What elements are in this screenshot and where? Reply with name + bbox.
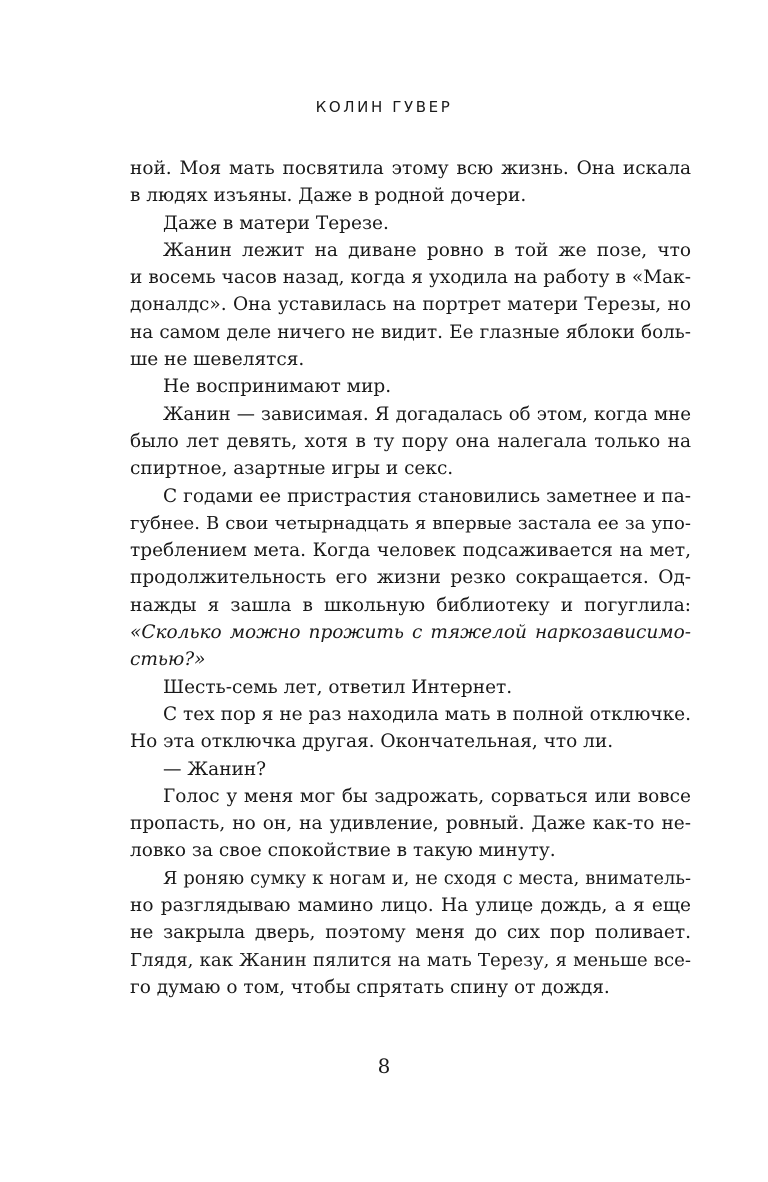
text-line: Глядя, как Жанин пялится на мать Терезу, я меньше все-	[130, 949, 691, 971]
text-line: но разглядываю мамино лицо. На улице дождь, а я еще	[130, 895, 691, 917]
text-line: доналдс». Она уставилась на портрет матери Терезы, но	[130, 294, 691, 316]
text-line: Голос у меня мог бы задрожать, сорваться или вовсе	[163, 785, 691, 807]
text-line: С годами ее пристрастия становились заметнее и па-	[163, 485, 691, 507]
text-line: го думаю о том, чтобы спрятать спину от дождя.	[130, 976, 610, 998]
text-line: было лет девять, хотя в ту пору она налегала только на	[130, 430, 691, 452]
body-text	[130, 155, 691, 1001]
text-line-italic: «Сколько можно прожить с тяжелой наркозависимо-	[130, 622, 691, 644]
text-line: ше не шевелятся.	[130, 349, 305, 371]
text-line: пропасть, но он, на удивление, ровный. Даже как-то не-	[130, 813, 691, 835]
text-line: в людях изъяны. Даже в родной дочери.	[130, 185, 527, 207]
text-line: Жанин — зависимая. Я догадалась об этом, когда мне	[163, 403, 691, 425]
page-number: 8	[377, 1054, 391, 1078]
text-line: треблением мета. Когда человек подсаживается на мет,	[130, 540, 691, 562]
text-line: Даже в матери Терезе.	[163, 212, 389, 234]
text-line: ловко за свое спокойствие в такую минуту.	[130, 840, 556, 862]
text-line: губнее. В свои четырнадцать я впервые застала ее за упо-	[130, 512, 691, 534]
text-line: Шесть-семь лет, ответил Интернет.	[163, 676, 513, 698]
text-line-italic: стью?»	[130, 649, 206, 671]
text-line: С тех пор я не раз находила мать в полной отключке.	[163, 703, 691, 725]
text-line: и восемь часов назад, когда я уходила на работу в «Мак-	[130, 267, 691, 289]
text-line: не закрыла дверь, поэтому меня до сих пор поливает.	[130, 922, 691, 944]
text-line: Но эта отключка другая. Окончательная, что ли.	[130, 731, 614, 753]
text-line: ной. Моя мать посвятила этому всю жизнь. Она искала	[130, 158, 691, 179]
text-line: Я роняю сумку к ногам и, не сходя с места, вниматель-	[163, 867, 691, 889]
text-line: Жанин лежит на диване ровно в той же позе, что	[163, 239, 691, 261]
text-line: Не воспринимают мир.	[163, 376, 392, 398]
running-head-author: КОЛИН ГУВЕР	[315, 98, 453, 116]
text-line: спиртное, азартные игры и секс.	[130, 458, 454, 480]
text-line: нажды я зашла в школьную библиотеку и погуглила:	[130, 594, 691, 616]
text-line: — Жанин?	[163, 758, 267, 780]
text-line: продолжительность его жизни резко сокращается. Од-	[130, 567, 691, 589]
text-line: на самом деле ничего не видит. Ее глазные яблоки боль-	[130, 321, 691, 343]
